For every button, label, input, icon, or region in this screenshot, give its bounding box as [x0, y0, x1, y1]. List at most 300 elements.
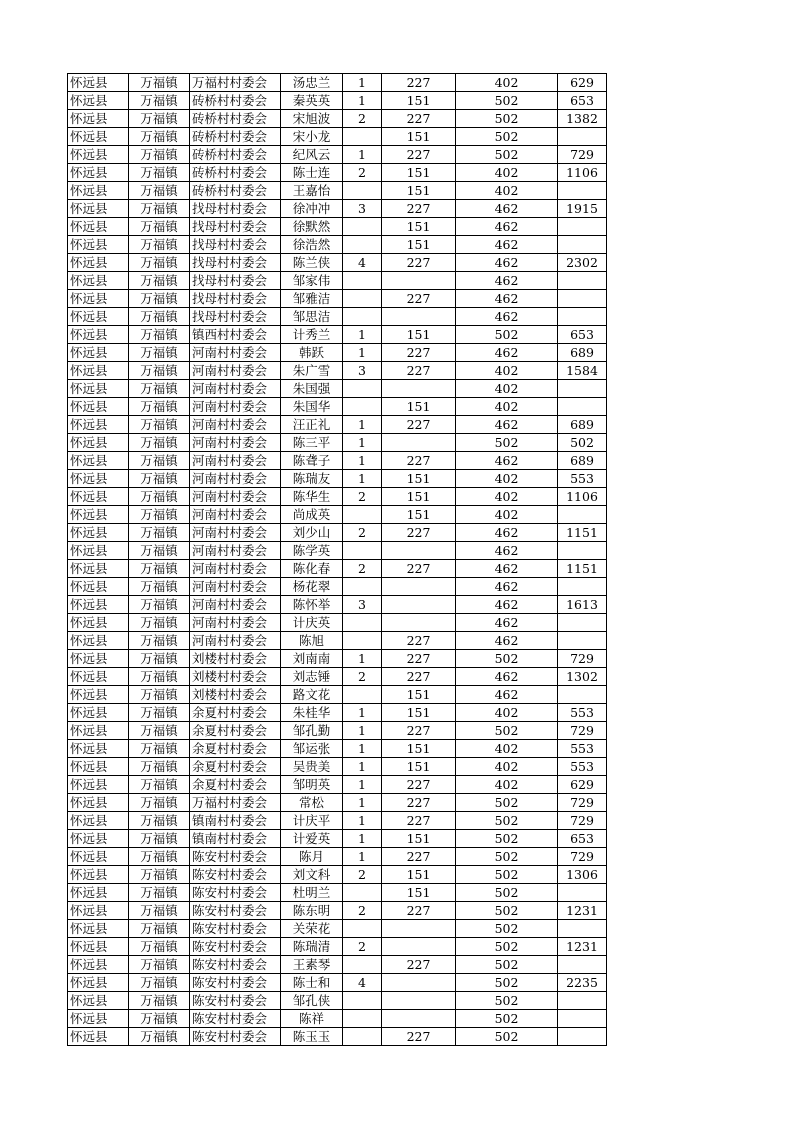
count-cell: 1 [343, 776, 382, 794]
amount-a-cell [382, 614, 456, 632]
county-cell: 怀远县 [68, 848, 129, 866]
village-committee-cell: 陈安村村委会 [190, 848, 281, 866]
amount-a-cell: 151 [382, 866, 456, 884]
name-cell: 朱国强 [281, 380, 343, 398]
town-cell: 万福镇 [129, 704, 190, 722]
village-committee-cell: 找母村村委会 [190, 254, 281, 272]
name-cell: 陈东明 [281, 902, 343, 920]
amount-a-cell: 227 [382, 524, 456, 542]
county-cell: 怀远县 [68, 884, 129, 902]
village-committee-cell: 找母村村委会 [190, 308, 281, 326]
table-row [68, 488, 607, 506]
county-cell: 怀远县 [68, 722, 129, 740]
amount-a-cell: 227 [382, 848, 456, 866]
name-cell: 韩跃 [281, 344, 343, 362]
town-cell: 万福镇 [129, 938, 190, 956]
name-cell: 朱国华 [281, 398, 343, 416]
count-cell [343, 614, 382, 632]
amount-b-cell: 462 [456, 632, 558, 650]
name-cell: 王素琴 [281, 956, 343, 974]
count-cell: 1 [343, 848, 382, 866]
county-cell: 怀远县 [68, 1028, 129, 1046]
table-row [68, 632, 607, 650]
count-cell: 1 [343, 416, 382, 434]
amount-b-cell: 462 [456, 560, 558, 578]
count-cell: 4 [343, 254, 382, 272]
county-cell: 怀远县 [68, 1010, 129, 1028]
amount-a-cell: 227 [382, 668, 456, 686]
county-cell: 怀远县 [68, 632, 129, 650]
county-cell: 怀远县 [68, 560, 129, 578]
amount-a-cell: 151 [382, 218, 456, 236]
county-cell: 怀远县 [68, 236, 129, 254]
village-committee-cell: 万福村村委会 [190, 794, 281, 812]
county-cell: 怀远县 [68, 596, 129, 614]
table-row [68, 398, 607, 416]
count-cell: 1 [343, 812, 382, 830]
village-committee-cell: 砖桥村村委会 [190, 146, 281, 164]
total-cell: 629 [558, 776, 607, 794]
name-cell: 杨花翠 [281, 578, 343, 596]
total-cell: 502 [558, 434, 607, 452]
count-cell [343, 542, 382, 560]
name-cell: 徐浩然 [281, 236, 343, 254]
amount-b-cell: 462 [456, 308, 558, 326]
amount-a-cell: 151 [382, 326, 456, 344]
name-cell: 陈旭 [281, 632, 343, 650]
village-committee-cell: 镇西村村委会 [190, 326, 281, 344]
table-row [68, 722, 607, 740]
amount-b-cell: 402 [456, 182, 558, 200]
town-cell: 万福镇 [129, 740, 190, 758]
county-cell: 怀远县 [68, 110, 129, 128]
county-cell: 怀远县 [68, 578, 129, 596]
county-cell: 怀远县 [68, 416, 129, 434]
amount-b-cell: 462 [456, 686, 558, 704]
county-cell: 怀远县 [68, 830, 129, 848]
village-committee-cell: 河南村村委会 [190, 596, 281, 614]
table-row [68, 542, 607, 560]
table-row [68, 1010, 607, 1028]
village-committee-cell: 陈安村村委会 [190, 902, 281, 920]
name-cell: 关荣花 [281, 920, 343, 938]
town-cell: 万福镇 [129, 398, 190, 416]
amount-b-cell: 502 [456, 848, 558, 866]
amount-b-cell: 502 [456, 722, 558, 740]
count-cell: 1 [343, 74, 382, 92]
table-row [68, 416, 607, 434]
table-row [68, 470, 607, 488]
county-cell: 怀远县 [68, 200, 129, 218]
amount-a-cell [382, 578, 456, 596]
town-cell: 万福镇 [129, 236, 190, 254]
amount-a-cell: 227 [382, 200, 456, 218]
county-cell: 怀远县 [68, 992, 129, 1010]
amount-b-cell: 402 [456, 776, 558, 794]
county-cell: 怀远县 [68, 902, 129, 920]
county-cell: 怀远县 [68, 326, 129, 344]
total-cell: 1231 [558, 938, 607, 956]
total-cell: 2235 [558, 974, 607, 992]
table-row [68, 164, 607, 182]
records-table-body [68, 74, 607, 1046]
amount-b-cell: 462 [456, 344, 558, 362]
count-cell: 2 [343, 938, 382, 956]
amount-b-cell: 502 [456, 938, 558, 956]
name-cell: 陈学英 [281, 542, 343, 560]
town-cell: 万福镇 [129, 686, 190, 704]
town-cell: 万福镇 [129, 506, 190, 524]
village-committee-cell: 万福村村委会 [190, 74, 281, 92]
village-committee-cell: 河南村村委会 [190, 542, 281, 560]
amount-a-cell: 227 [382, 344, 456, 362]
name-cell: 常松 [281, 794, 343, 812]
town-cell: 万福镇 [129, 830, 190, 848]
amount-a-cell: 151 [382, 758, 456, 776]
total-cell: 553 [558, 704, 607, 722]
total-cell [558, 1028, 607, 1046]
count-cell: 3 [343, 596, 382, 614]
name-cell: 陈三平 [281, 434, 343, 452]
total-cell [558, 542, 607, 560]
total-cell [558, 920, 607, 938]
county-cell: 怀远县 [68, 650, 129, 668]
village-committee-cell: 河南村村委会 [190, 416, 281, 434]
amount-b-cell: 402 [456, 164, 558, 182]
village-committee-cell: 河南村村委会 [190, 344, 281, 362]
total-cell [558, 1010, 607, 1028]
count-cell [343, 218, 382, 236]
town-cell: 万福镇 [129, 380, 190, 398]
total-cell [558, 956, 607, 974]
county-cell: 怀远县 [68, 434, 129, 452]
records-table [67, 73, 607, 1046]
count-cell [343, 128, 382, 146]
table-row [68, 1028, 607, 1046]
town-cell: 万福镇 [129, 848, 190, 866]
total-cell: 553 [558, 740, 607, 758]
name-cell: 陈士连 [281, 164, 343, 182]
county-cell: 怀远县 [68, 974, 129, 992]
total-cell [558, 380, 607, 398]
town-cell: 万福镇 [129, 524, 190, 542]
village-committee-cell: 陈安村村委会 [190, 884, 281, 902]
total-cell: 689 [558, 416, 607, 434]
amount-a-cell: 227 [382, 254, 456, 272]
table-row [68, 812, 607, 830]
name-cell: 邹孔侠 [281, 992, 343, 1010]
county-cell: 怀远县 [68, 398, 129, 416]
amount-a-cell [382, 596, 456, 614]
amount-a-cell: 227 [382, 650, 456, 668]
amount-b-cell: 502 [456, 956, 558, 974]
county-cell: 怀远县 [68, 686, 129, 704]
table-row [68, 830, 607, 848]
count-cell: 1 [343, 470, 382, 488]
total-cell: 553 [558, 470, 607, 488]
name-cell: 计爱英 [281, 830, 343, 848]
county-cell: 怀远县 [68, 812, 129, 830]
total-cell [558, 182, 607, 200]
amount-b-cell: 402 [456, 758, 558, 776]
town-cell: 万福镇 [129, 416, 190, 434]
count-cell: 2 [343, 164, 382, 182]
amount-b-cell: 402 [456, 488, 558, 506]
town-cell: 万福镇 [129, 218, 190, 236]
village-committee-cell: 余夏村村委会 [190, 704, 281, 722]
amount-b-cell: 462 [456, 596, 558, 614]
amount-b-cell: 462 [456, 290, 558, 308]
amount-a-cell: 227 [382, 776, 456, 794]
amount-a-cell [382, 974, 456, 992]
name-cell: 邹思洁 [281, 308, 343, 326]
town-cell: 万福镇 [129, 326, 190, 344]
count-cell [343, 884, 382, 902]
total-cell: 1302 [558, 668, 607, 686]
town-cell: 万福镇 [129, 560, 190, 578]
name-cell: 朱广雪 [281, 362, 343, 380]
village-committee-cell: 河南村村委会 [190, 434, 281, 452]
count-cell [343, 1010, 382, 1028]
total-cell: 653 [558, 830, 607, 848]
amount-b-cell: 402 [456, 362, 558, 380]
name-cell: 陈兰侠 [281, 254, 343, 272]
count-cell [343, 578, 382, 596]
total-cell: 729 [558, 794, 607, 812]
amount-b-cell: 502 [456, 326, 558, 344]
amount-a-cell: 227 [382, 902, 456, 920]
amount-a-cell: 227 [382, 452, 456, 470]
amount-a-cell [382, 308, 456, 326]
county-cell: 怀远县 [68, 920, 129, 938]
town-cell: 万福镇 [129, 902, 190, 920]
amount-a-cell: 151 [382, 92, 456, 110]
table-row [68, 614, 607, 632]
town-cell: 万福镇 [129, 92, 190, 110]
table-row [68, 938, 607, 956]
name-cell: 邹雅洁 [281, 290, 343, 308]
table-row [68, 740, 607, 758]
table-row [68, 578, 607, 596]
town-cell: 万福镇 [129, 992, 190, 1010]
count-cell: 1 [343, 650, 382, 668]
count-cell: 1 [343, 758, 382, 776]
village-committee-cell: 刘楼村村委会 [190, 686, 281, 704]
table-row [68, 110, 607, 128]
amount-a-cell: 151 [382, 704, 456, 722]
amount-b-cell: 462 [456, 452, 558, 470]
name-cell: 计庆英 [281, 614, 343, 632]
town-cell: 万福镇 [129, 200, 190, 218]
table-row [68, 290, 607, 308]
table-row [68, 848, 607, 866]
total-cell [558, 398, 607, 416]
amount-b-cell: 462 [456, 668, 558, 686]
count-cell: 2 [343, 110, 382, 128]
table-row [68, 686, 607, 704]
amount-b-cell: 462 [456, 236, 558, 254]
total-cell: 1151 [558, 524, 607, 542]
village-committee-cell: 余夏村村委会 [190, 740, 281, 758]
total-cell [558, 218, 607, 236]
village-committee-cell: 河南村村委会 [190, 506, 281, 524]
name-cell: 纪风云 [281, 146, 343, 164]
total-cell: 1106 [558, 488, 607, 506]
town-cell: 万福镇 [129, 632, 190, 650]
table-row [68, 380, 607, 398]
amount-a-cell: 227 [382, 110, 456, 128]
amount-a-cell: 151 [382, 488, 456, 506]
amount-a-cell: 151 [382, 740, 456, 758]
village-committee-cell: 陈安村村委会 [190, 992, 281, 1010]
total-cell [558, 272, 607, 290]
total-cell: 1106 [558, 164, 607, 182]
name-cell: 王嘉怡 [281, 182, 343, 200]
county-cell: 怀远县 [68, 128, 129, 146]
total-cell [558, 686, 607, 704]
table-row [68, 992, 607, 1010]
amount-a-cell [382, 434, 456, 452]
count-cell [343, 992, 382, 1010]
table-row [68, 956, 607, 974]
village-committee-cell: 陈安村村委会 [190, 920, 281, 938]
amount-a-cell: 227 [382, 362, 456, 380]
town-cell: 万福镇 [129, 1028, 190, 1046]
town-cell: 万福镇 [129, 470, 190, 488]
name-cell: 陈月 [281, 848, 343, 866]
village-committee-cell: 河南村村委会 [190, 380, 281, 398]
county-cell: 怀远县 [68, 740, 129, 758]
village-committee-cell: 陈安村村委会 [190, 1028, 281, 1046]
county-cell: 怀远县 [68, 614, 129, 632]
name-cell: 陈瑞清 [281, 938, 343, 956]
county-cell: 怀远县 [68, 758, 129, 776]
county-cell: 怀远县 [68, 164, 129, 182]
amount-b-cell: 502 [456, 128, 558, 146]
village-committee-cell: 找母村村委会 [190, 290, 281, 308]
county-cell: 怀远县 [68, 506, 129, 524]
village-committee-cell: 陈安村村委会 [190, 956, 281, 974]
county-cell: 怀远县 [68, 290, 129, 308]
town-cell: 万福镇 [129, 362, 190, 380]
amount-b-cell: 462 [456, 218, 558, 236]
amount-b-cell: 462 [456, 614, 558, 632]
town-cell: 万福镇 [129, 164, 190, 182]
name-cell: 陈士和 [281, 974, 343, 992]
table-row [68, 146, 607, 164]
village-committee-cell: 陈安村村委会 [190, 974, 281, 992]
county-cell: 怀远县 [68, 776, 129, 794]
count-cell [343, 308, 382, 326]
total-cell: 1382 [558, 110, 607, 128]
count-cell: 1 [343, 830, 382, 848]
county-cell: 怀远县 [68, 668, 129, 686]
table-row [68, 236, 607, 254]
amount-a-cell [382, 992, 456, 1010]
name-cell: 刘少山 [281, 524, 343, 542]
village-committee-cell: 陈安村村委会 [190, 938, 281, 956]
total-cell: 729 [558, 146, 607, 164]
table-row [68, 758, 607, 776]
county-cell: 怀远县 [68, 488, 129, 506]
village-committee-cell: 砖桥村村委会 [190, 164, 281, 182]
name-cell: 计秀兰 [281, 326, 343, 344]
village-committee-cell: 镇南村村委会 [190, 830, 281, 848]
town-cell: 万福镇 [129, 434, 190, 452]
county-cell: 怀远县 [68, 380, 129, 398]
village-committee-cell: 砖桥村村委会 [190, 182, 281, 200]
count-cell [343, 380, 382, 398]
name-cell: 路文花 [281, 686, 343, 704]
table-row [68, 254, 607, 272]
amount-a-cell: 227 [382, 146, 456, 164]
county-cell: 怀远县 [68, 524, 129, 542]
county-cell: 怀远县 [68, 704, 129, 722]
amount-a-cell [382, 272, 456, 290]
county-cell: 怀远县 [68, 218, 129, 236]
town-cell: 万福镇 [129, 956, 190, 974]
amount-b-cell: 502 [456, 92, 558, 110]
table-row [68, 902, 607, 920]
town-cell: 万福镇 [129, 128, 190, 146]
amount-b-cell: 502 [456, 650, 558, 668]
amount-b-cell: 462 [456, 524, 558, 542]
count-cell [343, 956, 382, 974]
village-committee-cell: 河南村村委会 [190, 578, 281, 596]
amount-a-cell [382, 1010, 456, 1028]
name-cell: 刘南南 [281, 650, 343, 668]
table-row [68, 182, 607, 200]
town-cell: 万福镇 [129, 254, 190, 272]
table-row [68, 524, 607, 542]
name-cell: 徐冲冲 [281, 200, 343, 218]
amount-b-cell: 502 [456, 146, 558, 164]
count-cell [343, 506, 382, 524]
count-cell [343, 290, 382, 308]
amount-b-cell: 402 [456, 506, 558, 524]
table-row [68, 434, 607, 452]
village-committee-cell: 余夏村村委会 [190, 776, 281, 794]
amount-b-cell: 502 [456, 794, 558, 812]
amount-a-cell: 227 [382, 956, 456, 974]
table-row [68, 74, 607, 92]
amount-b-cell: 402 [456, 704, 558, 722]
count-cell [343, 632, 382, 650]
amount-a-cell [382, 380, 456, 398]
town-cell: 万福镇 [129, 884, 190, 902]
total-cell: 1613 [558, 596, 607, 614]
name-cell: 朱桂华 [281, 704, 343, 722]
amount-b-cell: 502 [456, 1010, 558, 1028]
village-committee-cell: 陈安村村委会 [190, 866, 281, 884]
village-committee-cell: 余夏村村委会 [190, 722, 281, 740]
town-cell: 万福镇 [129, 488, 190, 506]
amount-a-cell: 151 [382, 398, 456, 416]
name-cell: 汪正礼 [281, 416, 343, 434]
amount-b-cell: 462 [456, 578, 558, 596]
amount-a-cell [382, 938, 456, 956]
count-cell [343, 1028, 382, 1046]
count-cell: 2 [343, 668, 382, 686]
amount-a-cell: 151 [382, 686, 456, 704]
total-cell: 2302 [558, 254, 607, 272]
count-cell [343, 272, 382, 290]
village-committee-cell: 河南村村委会 [190, 452, 281, 470]
table-row [68, 596, 607, 614]
total-cell: 653 [558, 326, 607, 344]
town-cell: 万福镇 [129, 110, 190, 128]
count-cell: 3 [343, 362, 382, 380]
